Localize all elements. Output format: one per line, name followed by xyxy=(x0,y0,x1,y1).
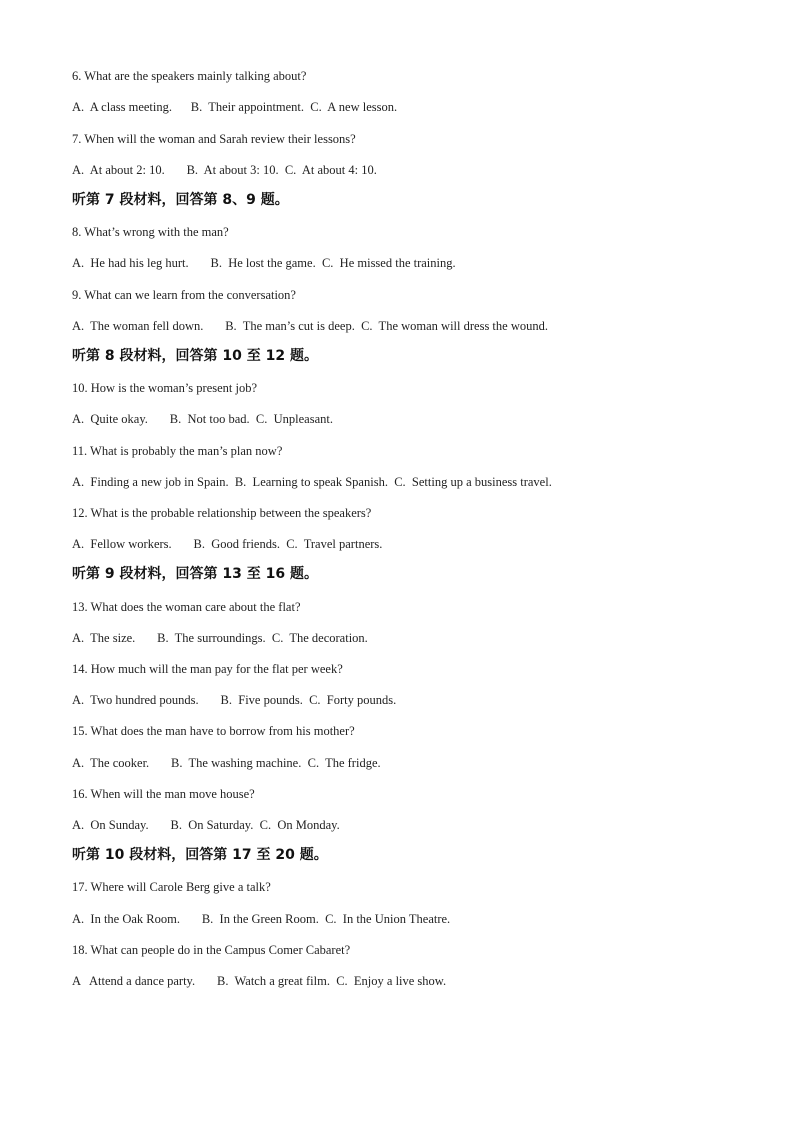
question-14: 14. How much will the man pay for the flat per week? xyxy=(72,662,343,676)
options-9: A. The woman fell down. B. The man’s cut is deep. C. The woman will dress the wound. xyxy=(72,319,548,333)
question-18: 18. What can people do in the Campus Comer Cabaret? xyxy=(72,943,351,957)
section-heading-10: 听第 10 段材料，回答第 17 至 20 题。 xyxy=(72,847,328,863)
options-7: A. At about 2: 10. B. At about 3: 10. C. At about 4: 10. xyxy=(72,163,377,177)
question-12: 12. What is the probable relationship between the speakers? xyxy=(72,506,372,520)
options-17: A. In the Oak Room. B. In the Green Room. C. In the Union Theatre. xyxy=(72,912,451,926)
options-6: A. A class meeting. B. Their appointment. C. A new lesson. xyxy=(72,100,398,114)
options-16: A. On Sunday. B. On Saturday. C. On Monday. xyxy=(72,818,340,832)
section-heading-9: 听第 9 段材料，回答第 13 至 16 题。 xyxy=(72,566,318,582)
question-13: 13. What does the woman care about the flat? xyxy=(72,600,301,614)
options-8: A. He had his leg hurt. B. He lost the game. C. He missed the training. xyxy=(72,256,456,270)
question-10: 10. How is the woman’s present job? xyxy=(72,381,258,395)
options-14: A. Two hundred pounds. B. Five pounds. C. Forty pounds. xyxy=(72,693,397,707)
question-8: 8. What’s wrong with the man? xyxy=(72,225,229,239)
question-15: 15. What does the man have to borrow from his mother? xyxy=(72,724,355,738)
section-heading-7: 听第 7 段材料，回答第 8、9 题。 xyxy=(72,192,289,208)
options-10: A. Quite okay. B. Not too bad. C. Unpleasant. xyxy=(72,412,333,426)
options-13: A. The size. B. The surroundings. C. The decoration. xyxy=(72,631,368,645)
section-heading-8: 听第 8 段材料，回答第 10 至 12 题。 xyxy=(72,348,318,364)
question-17: 17. Where will Carole Berg give a talk? xyxy=(72,880,271,894)
question-11: 11. What is probably the man’s plan now? xyxy=(72,444,283,458)
options-12: A. Fellow workers. B. Good friends. C. Travel partners. xyxy=(72,537,383,551)
question-6: 6. What are the speakers mainly talking about? xyxy=(72,69,307,83)
options-18: A Attend a dance party. B. Watch a great film. C. Enjoy a live show. xyxy=(72,974,447,988)
question-9: 9. What can we learn from the conversation? xyxy=(72,288,296,302)
question-7: 7. When will the woman and Sarah review their lessons? xyxy=(72,132,356,146)
options-15: A. The cooker. B. The washing machine. C. The fridge. xyxy=(72,756,381,770)
question-16: 16. When will the man move house? xyxy=(72,787,255,801)
options-11: A. Finding a new job in Spain. B. Learning to speak Spanish. C. Setting up a business travel. xyxy=(72,475,552,489)
